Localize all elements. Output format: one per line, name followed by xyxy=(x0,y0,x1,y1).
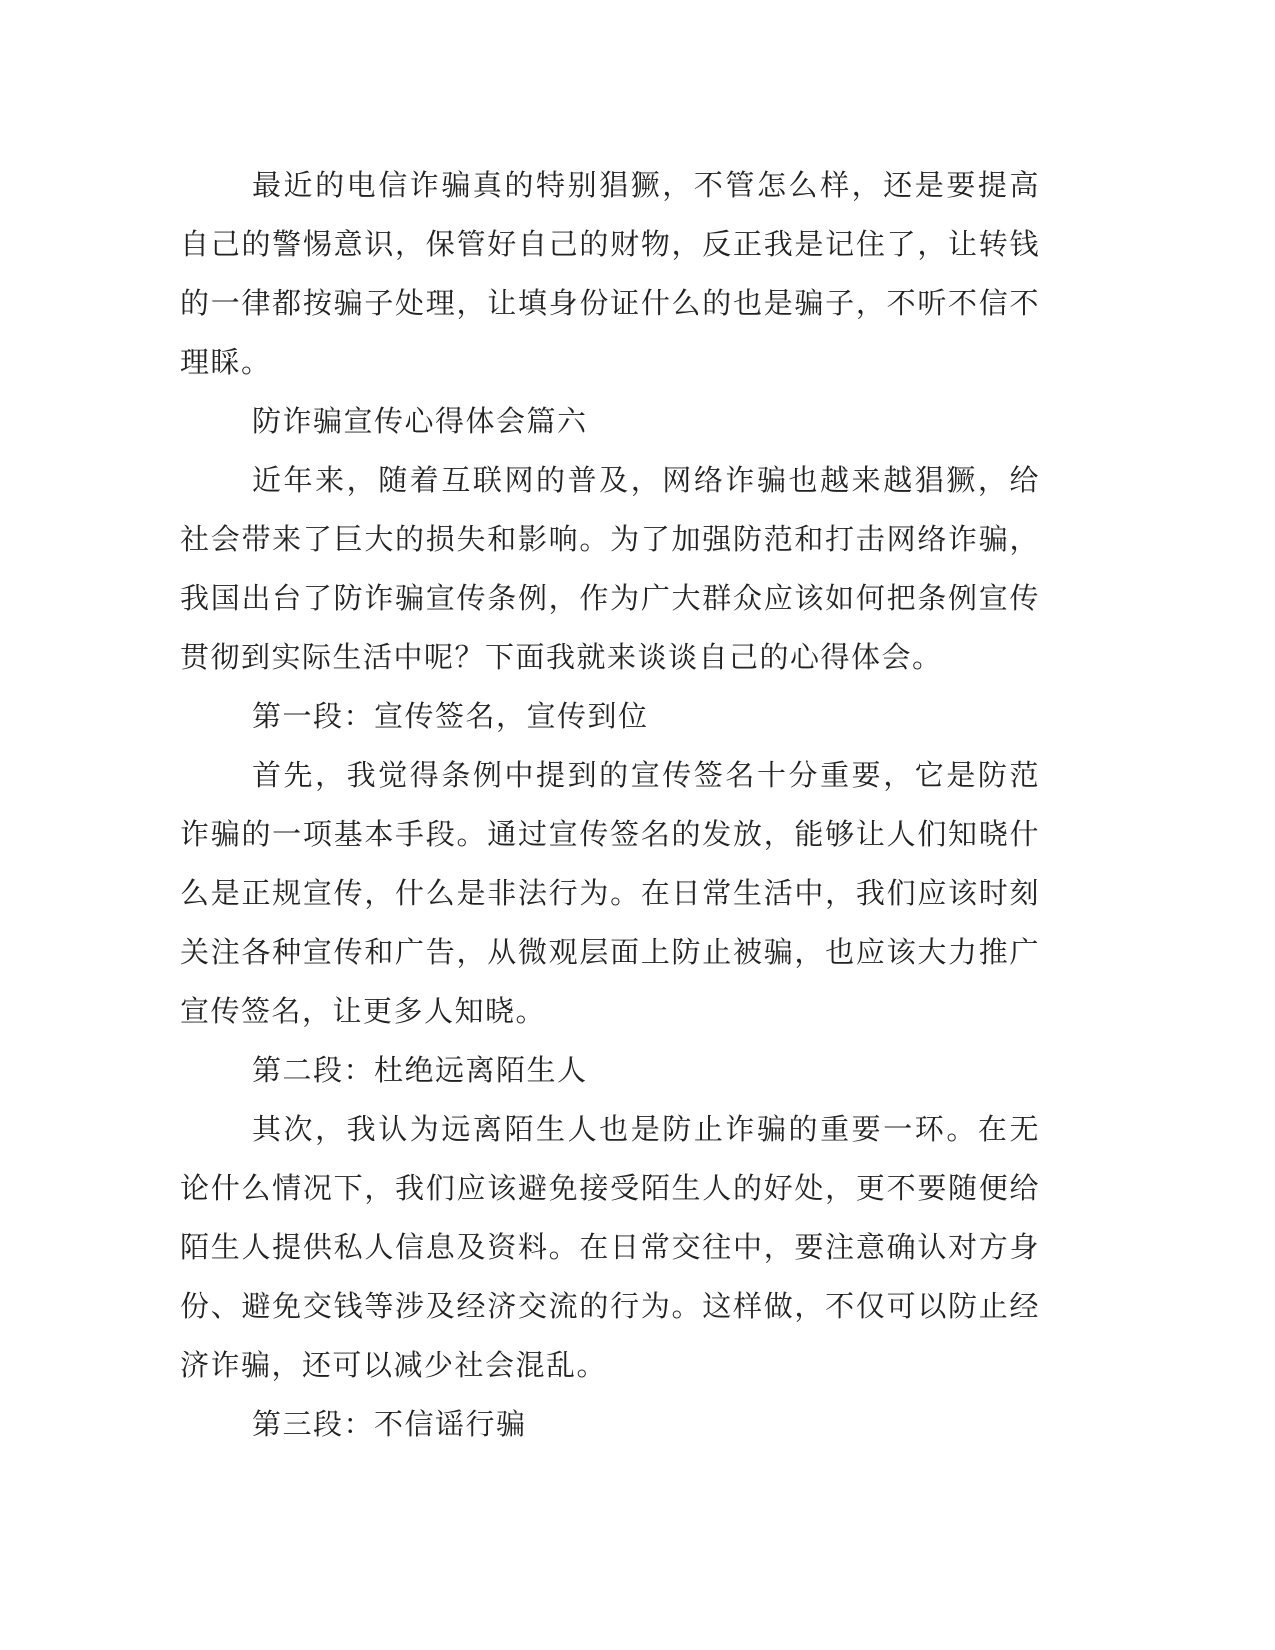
section-heading-3: 第三段：不信谣行骗 xyxy=(252,1407,527,1441)
document-body xyxy=(180,156,1040,1454)
section-title: 防诈骗宣传心得体会篇六 xyxy=(252,404,588,438)
paragraph-section-1: 首先，我觉得条例中提到的宣传签名十分重要，它是防范诈骗的一项基本手段。通过宣传签名的发放，能够让人们知晓什么是正规宣传，什么是非法行为。在日常生活中，我们应该时刻关注各种宣传和广告，从微观层面上防止被骗，也应该大力推广宣传签名，让更多人知晓。 xyxy=(180,758,1040,1028)
paragraph-intro: 近年来，随着互联网的普及，网络诈骗也越来越猖獗，给社会带来了巨大的损失和影响。为了加强防范和打击网络诈骗，我国出台了防诈骗宣传条例，作为广大群众应该如何把条例宣传贯彻到实际生活中呢？下面我就来谈谈自己的心得体会。 xyxy=(180,463,1040,674)
section-heading-2: 第二段：杜绝远离陌生人 xyxy=(252,1053,588,1087)
section-heading-1: 第一段：宣传签名，宣传到位 xyxy=(252,699,649,733)
paragraph-closing-advice: 最近的电信诈骗真的特别猖獗，不管怎么样，还是要提高自己的警惕意识，保管好自己的财物，反正我是记住了，让转钱的一律都按骗子处理，让填身份证什么的也是骗子，不听不信不理睬。 xyxy=(180,168,1040,379)
paragraph-section-2: 其次，我认为远离陌生人也是防止诈骗的重要一环。在无论什么情况下，我们应该避免接受陌生人的好处，更不要随便给陌生人提供私人信息及资料。在日常交往中，要注意确认对方身份、避免交钱等涉及经济交流的行为。这样做，不仅可以防止经济诈骗，还可以减少社会混乱。 xyxy=(180,1112,1040,1382)
